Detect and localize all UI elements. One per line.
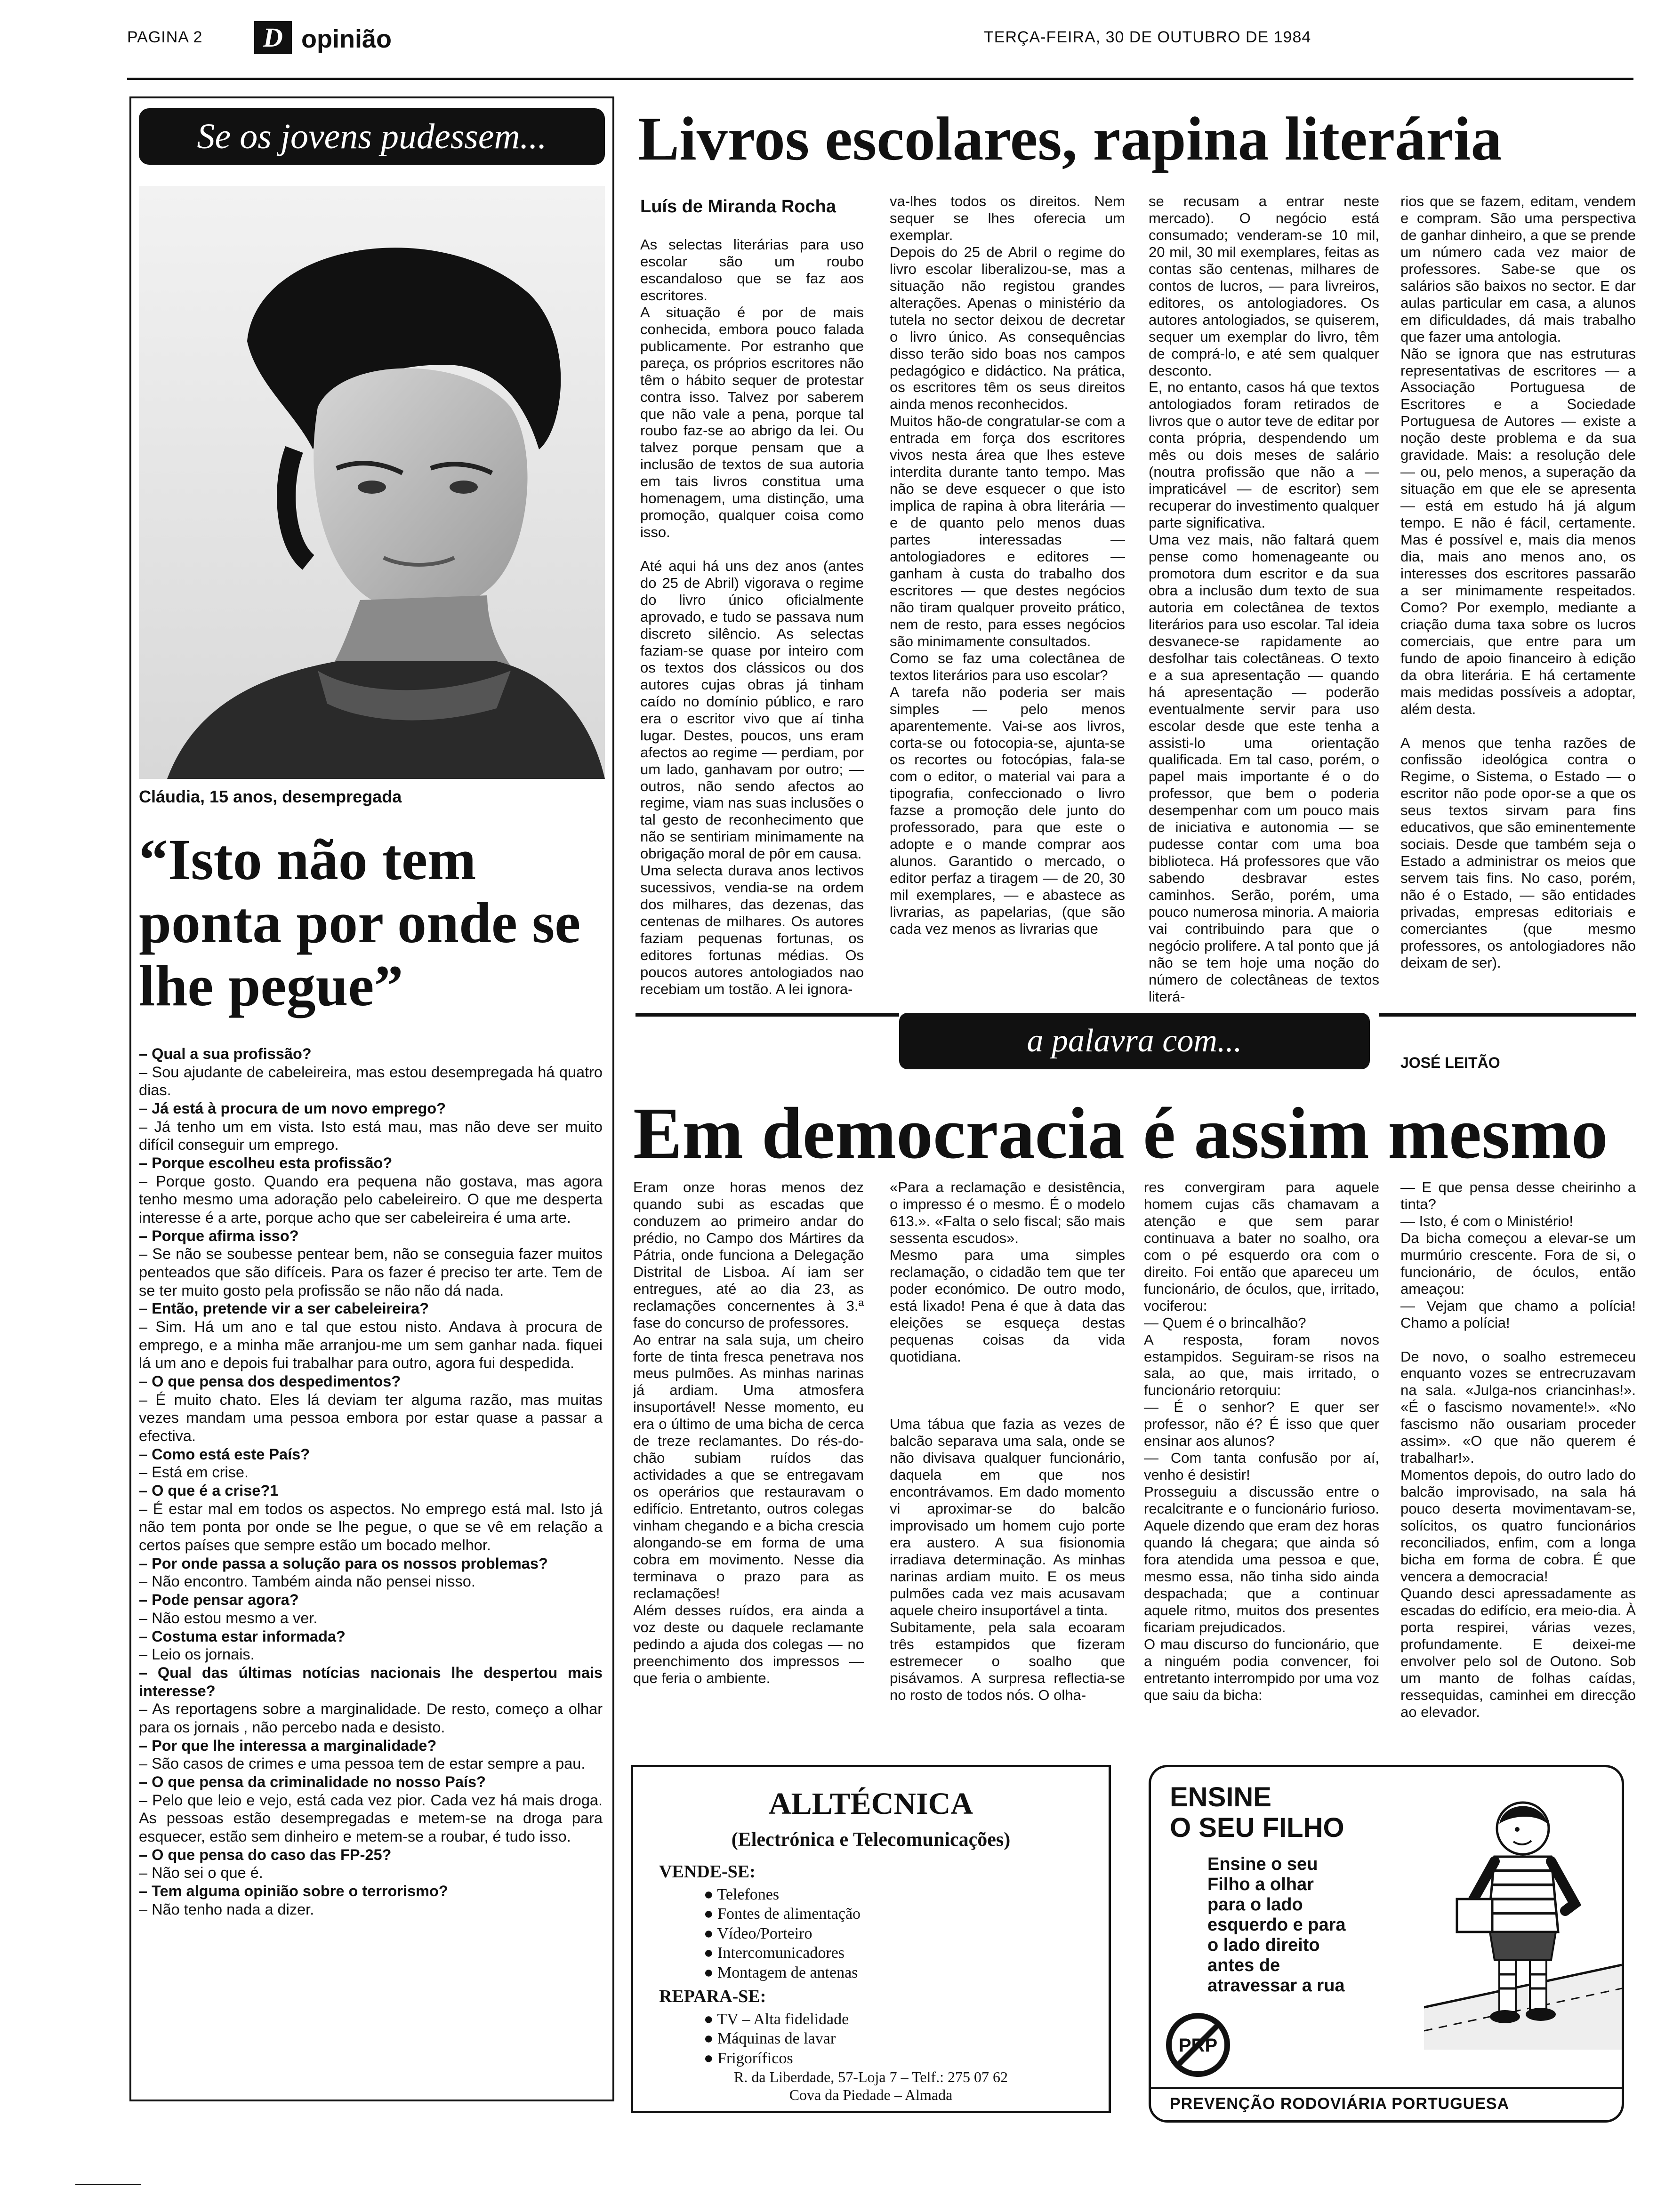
article1-title: Livros escolares, rapina literária [638, 104, 1502, 173]
article2-title: Em democracia é assim mesmo [633, 1092, 1608, 1174]
article1-column-1: As selectas literárias para uso escolar são um roubo escandaloso que se faz aos escritores. A situação é por de mais conhecida, embora pouco falada publicamente. Por estranho que pareça, os próprios escritores não têm o hábito sequer de protestar contra isso. Talvez por saberem que não vale a pena, porque tal roubo faz-se ao abrigo da lei. Ou talvez porque pensam que a inclusão de textos de sua autoria em tais livros constitua uma homenagem, uma distinção, uma promoção, qualquer coisa como isso. Até aqui há uns dez anos (antes do 25 de Abril) vigorava o regime do livro único oficialmente aprovado, e tudo se passava num discreto silêncio. As selectas faziam-se quase por inteiro com os textos dos clássicos ou dos autores cujas obras já tinham caído no domínio público, e raro era o escritor vivo que aí tinha lugar. Destes, poucos, uns eram afectos ao regime — perdiam, por um lado, ganhavam por outro; — outros, não sendo afectos ao regime, viam nas suas inclusões o tal gesto de reconhecimento que não se sentiriam minimamente na obrigação moral de pôr em causa. Uma selecta durava anos lectivos sucessivos, vendia-se na ordem dos milhares, das dezenas, das centenas de milhares. Os autores faziam pequenas fortunas, os editores fortunas médias. Os poucos autores antologiados nao recebiam um tostão. A lei ignora- [640, 236, 864, 997]
prp-logo-text: PRP [1178, 2035, 1218, 2056]
sell-item-label: Fontes de alimentação [717, 1905, 861, 1923]
sell-item-label: Vídeo/Porteiro [717, 1924, 812, 1942]
article2-rule-right [1379, 1013, 1636, 1017]
ad-headline-2: O SEU FILHO [1170, 1812, 1344, 1843]
interview-question: – O que é a crise?1 [139, 1482, 603, 1500]
sell-item: ● Telefones [704, 1886, 780, 1903]
article2-column-2: «Para a reclamação e desistência, o impresso é o mesmo. É o modelo 613.». «Falta o selo fiscal; são mais sessenta escudos». Mesmo para uma simples reclamação, o cidadão tem que ter poder económico. De outro modo, está lixado! Pena é que à data das eleições se esqueça destas pequenas coisas da vida quotidiana. Uma tábua que fazia as vezes de balcão separava uma sala, onde se não divisava qualquer funcionário, daquela em que nos encontrávamos. Em dado momento vi aproximar-se do balcão improvisado um homem cujo porte era austero. A sua fisionomia irradiava determinação. As minhas narinas ardiam muito. E os meus pulmões cada vez mais acusavam aquele cheiro insuportável a tinta. Subitamente, pela sala ecoaram três estampidos que fizeram estremecer o soalho que pisávamos. A surpresa reflectia-se no rosto de todos nós. O olha- [890, 1179, 1125, 1703]
article2-rule-left [635, 1013, 899, 1017]
interview-question: – O que pensa dos despedimentos? [139, 1372, 603, 1391]
interview-banner: Se os jovens pudessem... [139, 108, 605, 165]
interview-answer: – Se não se soubesse pentear bem, não se conseguia fazer muitos penteados que são difíceis. Para os fazer é preciso ter arte. Tem de se ter muito gosto pela profissão se não não dá nada. [139, 1245, 603, 1299]
ad-body: Ensine o seu Filho a olhar para o lado esquerdo e para o lado direito antes de atravessar a rua [1207, 1854, 1346, 1996]
article1-column-3: se recusam a entrar neste mercado). O negócio está consumado; venderam-se 10 mil, 20 mil, 30 mil exemplares, feitas as contas são centenas, milhares de contos de lucros, — para livreiros, editores, os antologiadores. Os autores antologiados, se quiserem, sequer um exemplar do livro, têm de comprá-lo, e até sem qualquer desconto. E, no entanto, casos há que textos antologiados foram retirados de livros que o autor teve de editar por conta própria, despendendo um mês ou dois meses de salário (noutra profissão que não a — impraticável — de escritor) sem recuperar do investimento qualquer parte significativa. Uma vez mais, não faltará quem pense como homenageante ou promotora dum escritor e da sua obra a inclusão dum texto de sua autoria em colectânea de textos literários para uso escolar. Tal ideia desvanece-se rapidamente ao desfolhar tais colectâneas. O texto e a sua apresentação — quando há apresentação — poderão eventualmente servir para uso escolar desde que este tenha a assisti-lo uma orientação qualificada. Em tal caso, porém, o papel mais importante é o do professor, que bem o poderia desempenhar com um pouco mais de iniciativa e autonomia — se pudesse contar com uma boa biblioteca. Há professores que vão sabendo desbravar estes caminhos. Serão, porém, uma pouco numerosa minoria. A maioria vai contribuindo para que o negócio prolifere. A tal ponto que já não se tem hoje uma noção do número de colectâneas de textos literá- [1149, 193, 1379, 1005]
prp-logo-icon [1165, 2012, 1231, 2078]
child-illustration [1424, 1786, 1622, 2050]
sell-item: ● Intercomunicadores [704, 1944, 845, 1962]
ad-headline-1: ENSINE [1170, 1782, 1271, 1812]
portrait-photo [139, 186, 605, 779]
sell-item-label: Montagem de antenas [717, 1964, 858, 1981]
header-rule [127, 78, 1633, 80]
sell-item: ● Fontes de alimentação [704, 1905, 861, 1923]
interview-question: – Então, pretende vir a ser cabeleireira? [139, 1299, 603, 1318]
sell-label: VENDE-SE: [659, 1862, 756, 1882]
repair-item: ● Frigoríficos [704, 2049, 793, 2067]
interview-answer: – Pelo que leio e vejo, está cada vez pior. Cada vez há mais droga. As pessoas estão desempregadas e metem-se na droga para esquecer, estão sem dinheiro e metem-se a roubar, é tudo isso. [139, 1791, 603, 1846]
repair-item-label: Máquinas de lavar [717, 2030, 836, 2048]
interview-answer: – É estar mal em todos os aspectos. No emprego está mal. Isto já não tem ponta por onde se lhe pegue, o que se vê em relação a certos países que sempre estão um bocado melhor. [139, 1500, 603, 1555]
alltecnica-name: ALLTÉCNICA [768, 1787, 973, 1821]
interview-question: – Qual a sua profissão? [139, 1045, 603, 1063]
sell-list [704, 1885, 861, 1982]
footer-mark [75, 2184, 141, 2185]
article2-author: JOSÉ LEITÃO [1400, 1054, 1500, 1071]
article1-column-4: rios que se fazem, editam, vendem e compram. São uma perspectiva de ganhar dinheiro, a que se prende um número cada vez maior de professores. Sabe-se que os salários são baixos no sector. E dar aulas particular em casa, a alunos em dificuldades, dá mais trabalho que fazer uma antologia. Não se ignora que nas estruturas representativas de escritores — a Associação Portuguesa de Escritores e a Sociedade Portuguesa de Autores — existe a noção deste problema e da sua gravidade. Mais: a resolução dele — ou, pelo menos, a superação da situação em que ele se apresenta — está em estudo há já algum tempo. E não é fácil, certamente. Mas é possível e, mais dia menos dia, mais ano menos ano, os interesses dos escritores passarão a ser minimamente respeitados. Como? Por exemplo, mediante a criação duma taxa sobre os lucros comerciais, que entre para um fundo de apoio financeiro à edição da obra literária. E há certamente mais medidas possíveis a adoptar, além desta. A menos que tenha razões de confissão ideológica contra o Regime, o Sistema, o Estado — o escritor não pode opor-se a que os seus textos sirvam para fins educativos, que são eminentemente sociais. Desde que também seja o Estado a administrar os meios que servem tais fins. No caso, porém, não é o Estado, — são entidades privadas, empresas editoriais e comerciantes (que mesmo professores, os antologiadores não deixam de ser). [1400, 193, 1636, 971]
page-number: PAGINA 2 [127, 28, 203, 46]
alltecnica-ad [631, 1765, 1111, 2113]
interview-question: – Já está à procura de um novo emprego? [139, 1099, 603, 1118]
interview-answer: – Sou ajudante de cabeleireira, mas estou desempregada há quatro dias. [139, 1063, 603, 1099]
article2-column-3: res convergiram para aquele homem cujas cãs chamavam a atenção e que sem parar continuava a bater no soalho, ora com o pé esquerdo ora com o direito. Foi então que apareceu um funcionário, de óculos, que, irritado, vociferou: — Quem é o brincalhão? A resposta, foram novos estampidos. Seguiram-se risos na sala, ao que, mais irritado, o funcionário retorquiu: — É o senhor? E quer ser professor, não é? É isso que quer ensinar aos alunos? — Com tanta confusão por aí, venho é desistir! Prosseguiu a discussão entre o recalcitrante e o funcionário furioso. Aquele dizendo que eram dez horas quando lá chegara; que ainda só fora atendida uma pessoa e que, mesmo essa, não tinha sido ainda despachada; que a continuar aquele ritmo, muitos dos presentes ficariam prejudicados. O mau discurso do funcionário, que a ninguém podia convencer, foi entretanto interrompido por uma voz que saiu da bicha: [1144, 1179, 1379, 1703]
interview-question: – Por onde passa a solução para os nossos problemas? [139, 1555, 603, 1573]
alltecnica-city: Cova da Piedade – Almada [789, 2086, 953, 2103]
interview-answer: – Sim. Há um ano e tal que estou nisto. Andava à procura de emprego, e a minha mãe arranjou-me um sem ganhar nada. fiquei lá um ano e depois fui trabalhar para outro, agora fui despedida. [139, 1318, 603, 1372]
alltecnica-subtitle: (Electrónica e Telecomunicações) [731, 1829, 1011, 1851]
interview-question: – O que pensa do caso das FP-25? [139, 1846, 603, 1864]
interview-question: – Pode pensar agora? [139, 1591, 603, 1609]
interview-question: – Porque afirma isso? [139, 1227, 603, 1245]
newspaper-logo [254, 21, 292, 54]
repair-item: ● TV – Alta fidelidade [704, 2011, 849, 2028]
interview-answer: – Já tenho um em vista. Isto está mau, mas não deve ser muito difícil conseguir um emprego. [139, 1118, 603, 1154]
interview-question: – Por que lhe interessa a marginalidade? [139, 1737, 603, 1755]
svg-text:D: D [263, 22, 283, 53]
interview-qa [139, 1045, 603, 1918]
section-name: opinião [301, 25, 392, 53]
alltecnica-address: R. da Liberdade, 57-Loja 7 – Telf.: 275 07 62 [734, 2068, 1008, 2085]
interview-answer: – Porque gosto. Quando era pequena não gostava, mas agora tenho mesmo uma adoração pelo cabeleireiro. O que me desperta interesse é a arte, porque acho que ser cabeleireira é uma arte. [139, 1172, 603, 1227]
interview-answer: – As reportagens sobre a marginalidade. De resto, começo a olhar para os jornais , não percebo nada e desisto. [139, 1700, 603, 1736]
interview-answer: – Não sei o que é. [139, 1864, 603, 1882]
article1-column-2: va-lhes todos os direitos. Nem sequer se lhes oferecia um exemplar. Depois do 25 de Abril o regime do livro escolar liberalizou-se, mas a situação não registou grandes alterações. Apenas o ministério da tutela no sector deixou de decretar o livro único. As consequências disso terão sido boas nos campos pedagógico e didáctico. Na prática, os escritores têm os seus direitos ainda menos reconhecidos. Muitos hão-de congratular-se com a entrada em força dos escritores vivos nesta área que lhes esteve interdita durante tanto tempo. Mas não se deve esquecer o que isto implica de rapina à obra literária — e de quanto pelo menos duas partes interessadas — antologiadores e editores — ganham à custa do trabalho dos escritores — que destes negócios não tiram qualquer proveito prático, nem de resto, para esses negócios são minimamente consultados. Como se faz uma colectânea de textos literários para uso escolar? A tarefa não poderia ser mais simples — pelo menos aparentemente. Vai-se aos livros, corta-se ou fotocopia-se, ajunta-se os recortes ou fotocópias, fala-se com o editor, o material vai para a tipografia, confeccionado o livro fazse a promoção dele junto do professorado, para que este o adopte e o mande comprar aos alunos. Garantido o mercado, o editor perfaz a tiragem — de 20, 30 mil exemplares, — e abastece as livrarias, as papelarias, (que são cada vez menos as livrarias que [890, 193, 1125, 937]
ad-footer: PREVENÇÃO RODOVIÁRIA PORTUGUESA [1170, 2095, 1510, 2113]
interview-answer: – Não encontro. Também ainda não pensei nisso. [139, 1572, 603, 1591]
interview-question: – Tem alguma opinião sobre o terrorismo? [139, 1882, 603, 1900]
repair-item-label: Frigoríficos [717, 2049, 793, 2067]
repair-label: REPARA-SE: [659, 1987, 766, 2006]
interview-question: – Porque escolheu esta profissão? [139, 1154, 603, 1172]
article2-banner: a palavra com... [899, 1013, 1370, 1069]
article2-column-1: Eram onze horas menos dez quando subi as escadas que conduzem ao primeiro andar do prédio, no Campo dos Mártires da Pátria, onde funciona a Delegação Distrital de Lisboa. Aí iam ser entregues, até ao dia 23, as reclamações concernentes à 3.ª fase do concurso de professores. Ao entrar na sala suja, um cheiro forte de tinta fresca penetrava nos meus pulmões. As minhas narinas já ardiam. Uma atmosfera insuportável! Nesse momento, eu era o último de uma bicha de cerca de treze reclamantes. Do rés-do-chão subiam ruídos das actividades a que se entregavam os operários que restauravam o edifício. Entretanto, outros colegas vinham chegando e a bicha crescia alongando-se em forma de uma cobra em movimento. Nesse dia terminava o prazo para as reclamações! Além desses ruídos, era ainda a voz deste ou daquele reclamante pedindo a ajuda dos colegas — no preenchimento dos impressos — que feria o ambiente. [633, 1179, 864, 1686]
interview-question: – Costuma estar informada? [139, 1627, 603, 1646]
interview-question: – O que pensa da criminalidade no nosso País? [139, 1773, 603, 1791]
road-safety-ad [1149, 1765, 1624, 2123]
interview-question: – Como está este País? [139, 1445, 603, 1464]
article1-author: Luís de Miranda Rocha [640, 197, 836, 216]
repair-item: ● Máquinas de lavar [704, 2030, 836, 2048]
repair-list [704, 2010, 849, 2068]
interview-answer: – São casos de crimes e uma pessoa tem de estar sempre a pau. [139, 1755, 603, 1773]
interview-headline: “Isto não tem ponta por onde se lhe pegue” [139, 827, 581, 1018]
sell-item-label: Intercomunicadores [717, 1944, 845, 1962]
repair-item-label: TV – Alta fidelidade [717, 2011, 849, 2028]
photo-caption: Cláudia, 15 anos, desempregada [139, 787, 402, 806]
interview-question: – Qual das últimas notícias nacionais lhe despertou mais interesse? [139, 1664, 603, 1700]
interview-answer: – Está em crise. [139, 1463, 603, 1482]
sell-item-label: Telefones [717, 1886, 780, 1903]
issue-date: TERÇA-FEIRA, 30 DE OUTUBRO DE 1984 [984, 28, 1311, 46]
interview-answer: – É muito chato. Eles lá deviam ter alguma razão, mas muitas vezes mandam uma pessoa embora por estar quase a passar a efectiva. [139, 1391, 603, 1445]
sell-item: ● Vídeo/Porteiro [704, 1924, 812, 1942]
article2-column-4: — E que pensa desse cheirinho a tinta? — Isto, é com o Ministério! Da bicha começou a elevar-se um murmúrio crescente. Fora de si, o funcionário, de óculos, então ameaçou: — Vejam que chamo a polícia! Chamo a polícia! De novo, o soalho estremeceu enquanto vozes se entrecruzavam na sala. «Julga-nos criancinhas!». «É o fascismo novamente!». «No fascismo não ousariam proceder assim». «O que não querem é trabalhar!». Momentos depois, do outro lado do balcão improvisado, na sala há pouco deserta movimentavam-se, solícitos, os quatro funcionários reconciliados, enfim, com a longa bicha em forma de cobra. É que vencera a democracia! Quando desci apressadamente as escadas do edifício, era meio-dia. À porta respirei, várias vezes, profundamente. E deixei-me envolver pelo sol de Outono. Sob um manto de folhas caídas, ressequidas, caminhei em direcção ao elevador. [1400, 1179, 1636, 1720]
interview-answer: – Leio os jornais. [139, 1645, 603, 1664]
interview-answer: – Não estou mesmo a ver. [139, 1609, 603, 1627]
sell-item: ● Montagem de antenas [704, 1964, 858, 1981]
interview-answer: – Não tenho nada a dizer. [139, 1900, 603, 1919]
